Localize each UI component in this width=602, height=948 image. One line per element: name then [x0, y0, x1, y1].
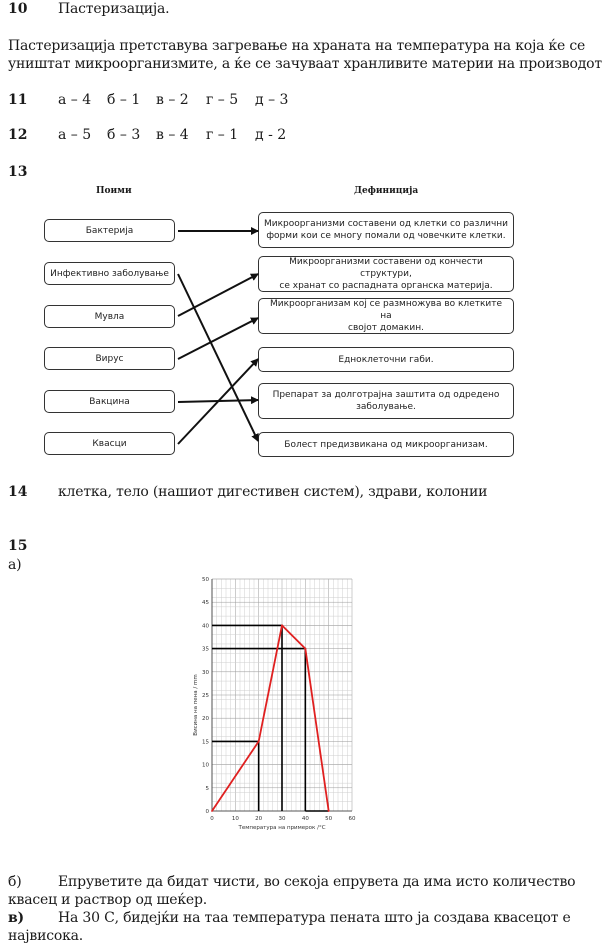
definition-line: Едноклеточни габи.	[338, 354, 434, 365]
y-tick-label: 15	[202, 739, 209, 746]
q15-part-b-line2: квасец и раствор од шеќер.	[8, 892, 208, 908]
term-label: Бактерија	[85, 225, 134, 236]
data-point	[211, 810, 213, 812]
definition-line: се хранат со распадната органска материја.	[279, 281, 493, 291]
q14-answer: клетка, тело (нашиот дигестивен систем), здрави, колонии	[58, 484, 488, 500]
definition-line: Микроорганизми составени од кончести структури,	[289, 257, 483, 279]
definitions-header: Дефиниција	[354, 186, 419, 196]
definition-line: Микроорганизам кој се размножува во клетките на	[269, 299, 503, 321]
match-arrow	[178, 274, 258, 441]
y-tick-label: 50	[202, 577, 209, 583]
term-label: Мувла	[94, 311, 125, 322]
q12-answer-d: д - 2	[255, 127, 287, 143]
terms-header: Поими	[96, 186, 132, 196]
q15-part-c-line2: највисока.	[8, 928, 84, 944]
y-tick-label: 25	[202, 693, 209, 699]
q13-number: 13	[8, 164, 28, 180]
definition-line: заболување.	[356, 402, 416, 412]
x-tick-label: 20	[255, 816, 263, 822]
q11-answer-d: д – 3	[255, 92, 289, 108]
foam-height-chart	[185, 572, 365, 840]
q11-number: 11	[8, 92, 28, 108]
y-tick-label: 0	[205, 809, 209, 815]
q11-answer-b: б – 1	[107, 92, 141, 108]
data-point	[328, 810, 330, 812]
y-tick-label: 45	[202, 600, 209, 607]
term-label: Вирус	[95, 353, 124, 364]
term-label: Вакцина	[89, 396, 130, 407]
x-tick-label: 60	[348, 816, 356, 822]
y-axis-label: Висина на пена / mm	[193, 674, 199, 736]
matching-arrows	[0, 0, 523, 470]
q12-number: 12	[8, 127, 28, 143]
y-tick-label: 10	[202, 762, 209, 769]
x-tick-label: 40	[301, 816, 309, 822]
q10-title: Пастеризација.	[58, 1, 170, 17]
q15-part-a-label: а)	[8, 557, 22, 573]
q11-answer-a: а – 4	[58, 92, 92, 108]
definition-line: форми кои се многу помали од човечките клетки.	[266, 231, 506, 241]
q12-answer-b: б – 3	[107, 127, 141, 143]
q11-answer-g: г – 5	[206, 92, 239, 108]
x-axis-label: Температура на примерок /°C	[238, 825, 326, 831]
q12-answer-a: а – 5	[58, 127, 92, 143]
y-tick-label: 30	[202, 669, 209, 676]
q15-part-c-line1: На 30 С, бидејќи на таа температура пената што ја создава квасецот е	[58, 910, 571, 926]
y-tick-label: 20	[202, 716, 209, 723]
definition-line: Препарат за долготрајна заштита од одредено	[272, 390, 500, 400]
x-tick-label: 30	[278, 816, 286, 822]
x-tick-label: 0	[210, 816, 214, 822]
q14-number: 14	[8, 484, 28, 500]
term-label: Инфективно заболување	[50, 268, 169, 279]
q15-part-b-label: б)	[8, 874, 22, 890]
definition-line: својот домакин.	[348, 323, 424, 333]
y-tick-label: 5	[205, 785, 209, 792]
q10-number: 10	[8, 1, 28, 17]
data-point	[258, 741, 260, 743]
q15-number: 15	[8, 538, 28, 554]
q10-text-line1: Пастеризација претставува загревање на храната на температура на која ќе се	[8, 38, 586, 54]
y-tick-label: 40	[202, 623, 209, 630]
definition-line: Микроорганизми составени од клетки со различни	[263, 219, 509, 229]
y-tick-label: 35	[202, 646, 209, 653]
match-arrow	[178, 274, 258, 316]
definition-line: Болест предизвикана од микроорганизам.	[284, 439, 488, 450]
q10-text-line2: уништат микроорганизмите, а ќе се зачуваат хранливите материи на производот	[8, 56, 602, 72]
q11-answer-v: в – 2	[156, 92, 189, 108]
q15-part-c-label: в)	[8, 910, 24, 926]
term-label: Квасци	[92, 438, 127, 449]
x-tick-label: 50	[325, 816, 333, 822]
data-point	[281, 625, 283, 627]
match-arrow	[178, 318, 258, 359]
q15-part-b-line1: Епруветите да бидат чисти, во секоја епрувета да има исто количество	[58, 874, 576, 890]
data-point	[304, 648, 306, 650]
q12-answer-g: г – 1	[206, 127, 239, 143]
q12-answer-v: в – 4	[156, 127, 189, 143]
x-tick-label: 10	[231, 816, 239, 822]
